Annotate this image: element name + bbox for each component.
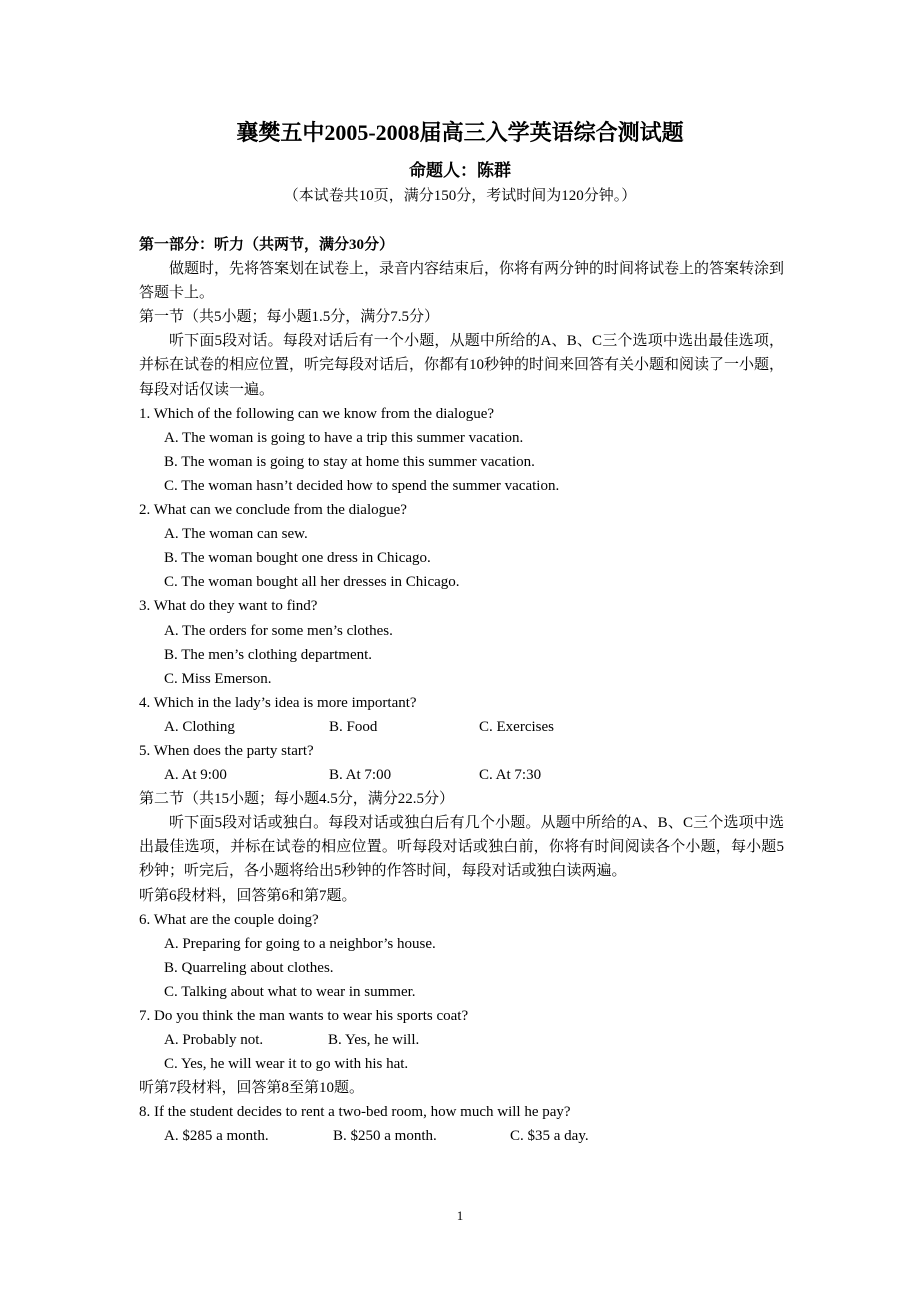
question-5-option-c: C. At 7:30 [479, 767, 542, 784]
question-3-option-c: C. Miss Emerson. [164, 670, 272, 687]
material-6-note: 听第6段材料，回答第6和第7题。 [139, 887, 357, 904]
question-8-option-a: A. $285 a month. [164, 1128, 269, 1145]
question-7-stem: 7. Do you think the man wants to wear his sports coat? [139, 1008, 469, 1024]
question-6-option-c: C. Talking about what to wear in summer. [164, 983, 416, 1000]
part1-heading: 第一部分：听力（共两节，满分30分） [139, 237, 395, 253]
question-3-stem: 3. What do they want to find? [139, 598, 318, 615]
material-7-note: 听第7段材料，回答第8至第10题。 [139, 1080, 365, 1097]
question-4-option-b: B. Food [329, 718, 378, 735]
question-6-option-a: A. Preparing for going to a neighbor’s house. [164, 935, 436, 952]
question-7-option-a: A. Probably not. [164, 1032, 264, 1049]
question-8-option-b: B. $250 a month. [333, 1128, 437, 1145]
section2-instructions: 听下面5段对话或独白。每段对话或独白后有几个小题。从题中所给的A、B、C三个选项中选出最佳选项，并标在试卷的相应位置。听每段对话或独白前，你将有时间阅读各个小题，每小题5秒钟；听完后，各小题将给出5秒钟的作答时间，每段对话或独白读两遍。 [139, 815, 784, 880]
question-1-option-a: A. The woman is going to have a trip this summer vacation. [164, 429, 524, 446]
section2-heading: 第二节（共15小题；每小题4.5分，满分22.5分） [139, 791, 455, 808]
section1-heading: 第一节（共5小题；每小题1.5分，满分7.5分） [139, 309, 440, 326]
question-2-option-a: A. The woman can sew. [164, 526, 308, 543]
question-2-option-c: C. The woman bought all her dresses in Chicago. [164, 574, 460, 591]
question-2-option-b: B. The woman bought one dress in Chicago. [164, 550, 431, 567]
question-2-stem: 2. What can we conclude from the dialogue? [139, 502, 407, 519]
question-7-option-c: C. Yes, he will wear it to go with his hat. [164, 1056, 409, 1073]
question-6-stem: 6. What are the couple doing? [139, 911, 319, 928]
exam-body [139, 233, 784, 1149]
question-7-options-ab [139, 1028, 784, 1052]
question-1-option-b: B. The woman is going to stay at home this summer vacation. [164, 453, 535, 470]
question-8-option-c: C. $35 a day. [510, 1128, 589, 1145]
part1-instructions: 做题时，先将答案划在试卷上，录音内容结束后，你将有两分钟的时间将试卷上的答案转涂到答题卡上。 [139, 261, 785, 302]
exam-author: 命题人：陈群 [409, 161, 511, 180]
question-3-option-a: A. The orders for some men’s clothes. [164, 622, 393, 639]
question-8-stem: 8. If the student decides to rent a two-bed room, how much will he pay? [139, 1104, 571, 1121]
question-4-option-c: C. Exercises [479, 718, 554, 735]
section1-instructions: 听下面5段对话。每段对话后有一个小题，从题中所给的A、B、C三个选项中选出最佳选项，并标在试卷的相应位置，听完每段对话后，你都有10秒钟的时间来回答有关小题和阅读了一小题，每段对话仅读一遍。 [139, 333, 785, 398]
question-5-stem: 5. When does the party start? [139, 742, 314, 759]
question-5-options [139, 763, 784, 787]
question-4-stem: 4. Which in the lady’s idea is more important? [139, 694, 417, 711]
question-4-option-a: A. Clothing [164, 718, 235, 735]
question-5-option-b: B. At 7:00 [329, 767, 392, 784]
question-4-options [139, 715, 784, 739]
question-1-option-c: C. The woman hasn’t decided how to spend the summer vacation. [164, 477, 560, 494]
exam-note: （本试卷共10页，满分150分，考试时间为120分钟。） [283, 188, 637, 204]
question-8-options [139, 1124, 784, 1148]
question-1-stem: 1. Which of the following can we know from the dialogue? [139, 405, 495, 422]
question-3-option-b: B. The men’s clothing department. [164, 646, 373, 663]
exam-title: 襄樊五中2005-2008届高三入学英语综合测试题 [236, 120, 684, 145]
question-5-option-a: A. At 9:00 [164, 767, 227, 784]
page-number: 1 [456, 1208, 464, 1223]
question-6-option-b: B. Quarreling about clothes. [164, 959, 334, 976]
question-7-option-b: B. Yes, he will. [328, 1032, 420, 1049]
